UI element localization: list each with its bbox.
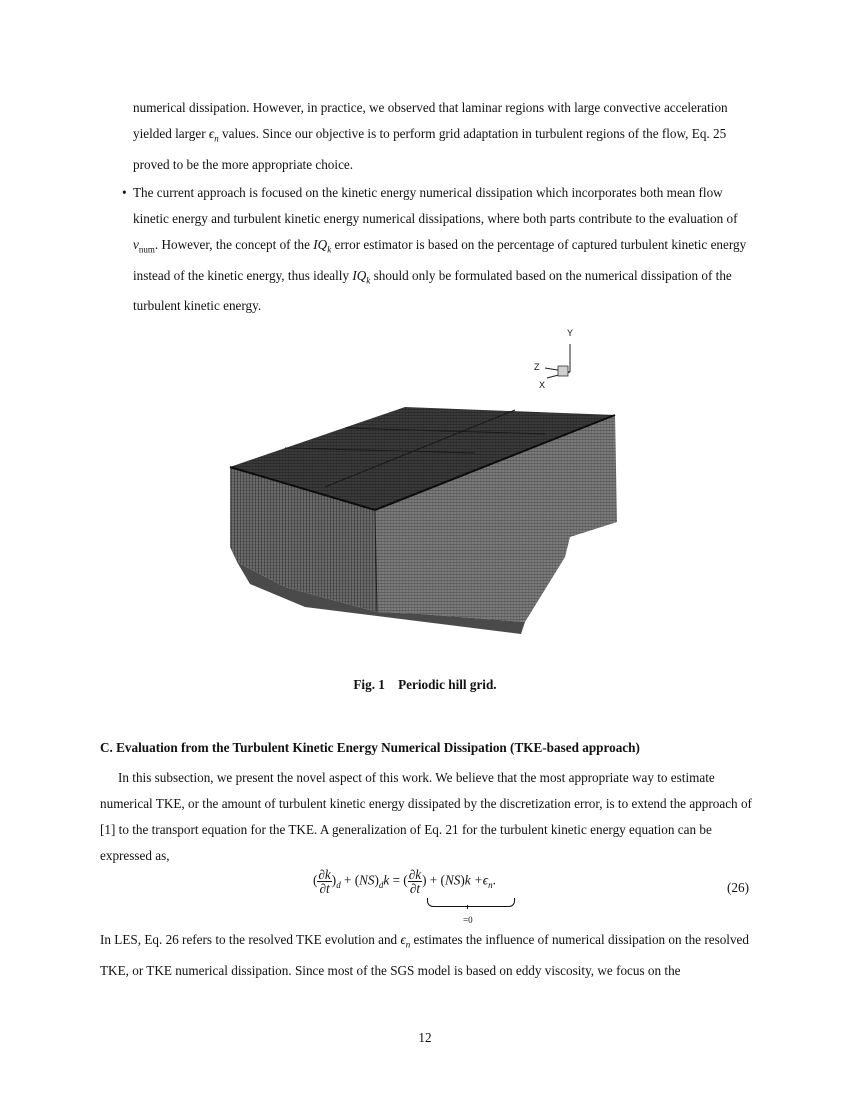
text-span: values. Since our objective is to perform grid adaptation in turbulent regions of the flow, Eq. 25 [218,126,727,141]
math-symbol: ) [422,872,427,888]
math-symbol: NS [444,872,461,888]
text-span: In this subsection, we present the novel aspect of this work. We believe that the most appropriate way to estimate numerical TKE, or the amount of turbulent kinetic energy dissipated by the discretization error, is to extend the approach of [1] to the transport equation for the TKE. A generalization of Eq. 21 for the turbulent kinetic energy equation can be expressed as, [100,770,752,863]
epsilon-symbol: ϵ [400,932,406,947]
epsilon-symbol: ϵ [208,126,215,141]
text-span: yielded larger [133,126,209,141]
math-symbol: ) [460,872,465,888]
underbrace-label: =0 [463,915,473,925]
paragraph [100,927,752,984]
subscript: n [214,133,219,144]
text-span: should only be formulated based on the numerical dissipation of the turbulent kinetic energy. [133,267,732,314]
denominator: ∂t [319,881,330,896]
paragraph [100,765,752,869]
text-line: proved to be the more appropriate choice. [133,156,354,172]
axis-x-label: X [539,380,546,390]
math-symbol: . [492,872,496,888]
text-span: In LES, Eq. 26 refers to the resolved TKE evolution and [100,932,401,947]
paragraph-continuation [133,95,750,178]
text-span: error estimator is based on the percentage of captured turbulent kinetic energy instead of the kinetic energy, thus ideally [133,237,747,283]
text-line: numerical dissipation. However, in practice, we observed that laminar regions with large convective acceleration [133,100,728,115]
mesh-image [225,322,625,662]
text-span: . However, the concept of the [154,237,314,252]
numerator: ∂k [408,867,422,882]
math-symbol: + ( [426,872,445,888]
fraction [317,868,331,895]
math-symbol: ) [331,872,337,888]
denominator: ∂t [409,881,420,896]
text-span: estimates the influence of numerical dissipation on the resolved TKE, or TKE numerical dissipation. Since most of the SGS model is based on eddy viscosity, we focus on the [100,932,749,978]
axis-y-label: Y [567,328,574,338]
subscript: d [378,880,384,891]
math-symbol: k + [464,872,483,888]
axis-triad [534,328,573,390]
underbrace-tip [467,905,474,909]
equation-26 [313,867,573,925]
math-symbol: ( [313,872,318,888]
nu-symbol: ν [133,237,139,252]
math-symbol: k [383,872,390,888]
math-symbol: + ( [340,872,360,888]
epsilon-symbol: ϵ [482,872,489,888]
iq-symbol: IQ [352,267,367,283]
numerator: ∂k [318,867,331,882]
iq-symbol: IQ [313,237,328,252]
subscript: k [327,244,332,255]
fraction [408,868,422,895]
subscript: n [488,880,493,891]
subscript: d [336,880,341,891]
figure-caption: Fig. 1 Periodic hill grid. [353,677,497,692]
axis-z-label: Z [534,362,540,372]
subscript: num [138,244,155,255]
section-heading: C. Evaluation from the Turbulent Kinetic Energy Numerical Dissipation (TKE-based approach) [100,740,640,755]
math-symbol: ) [374,872,379,888]
text-span: The current approach is focused on the kinetic energy numerical dissipation which incorporates both mean flow kinetic energy and turbulent kinetic energy numerical dissipations, where both parts contribute to the evaluation of [133,185,738,226]
text-line [133,121,750,152]
math-symbol: = ( [389,872,408,888]
equation-number: (26) [727,880,749,895]
bullet-dot: • [122,185,127,200]
page-number: 12 [418,1030,432,1045]
bullet-text [133,180,750,319]
periodic-hill-grid-figure [225,322,625,662]
subscript: k [366,275,371,286]
math-symbol: NS [359,872,375,888]
subscript: n [405,939,411,950]
